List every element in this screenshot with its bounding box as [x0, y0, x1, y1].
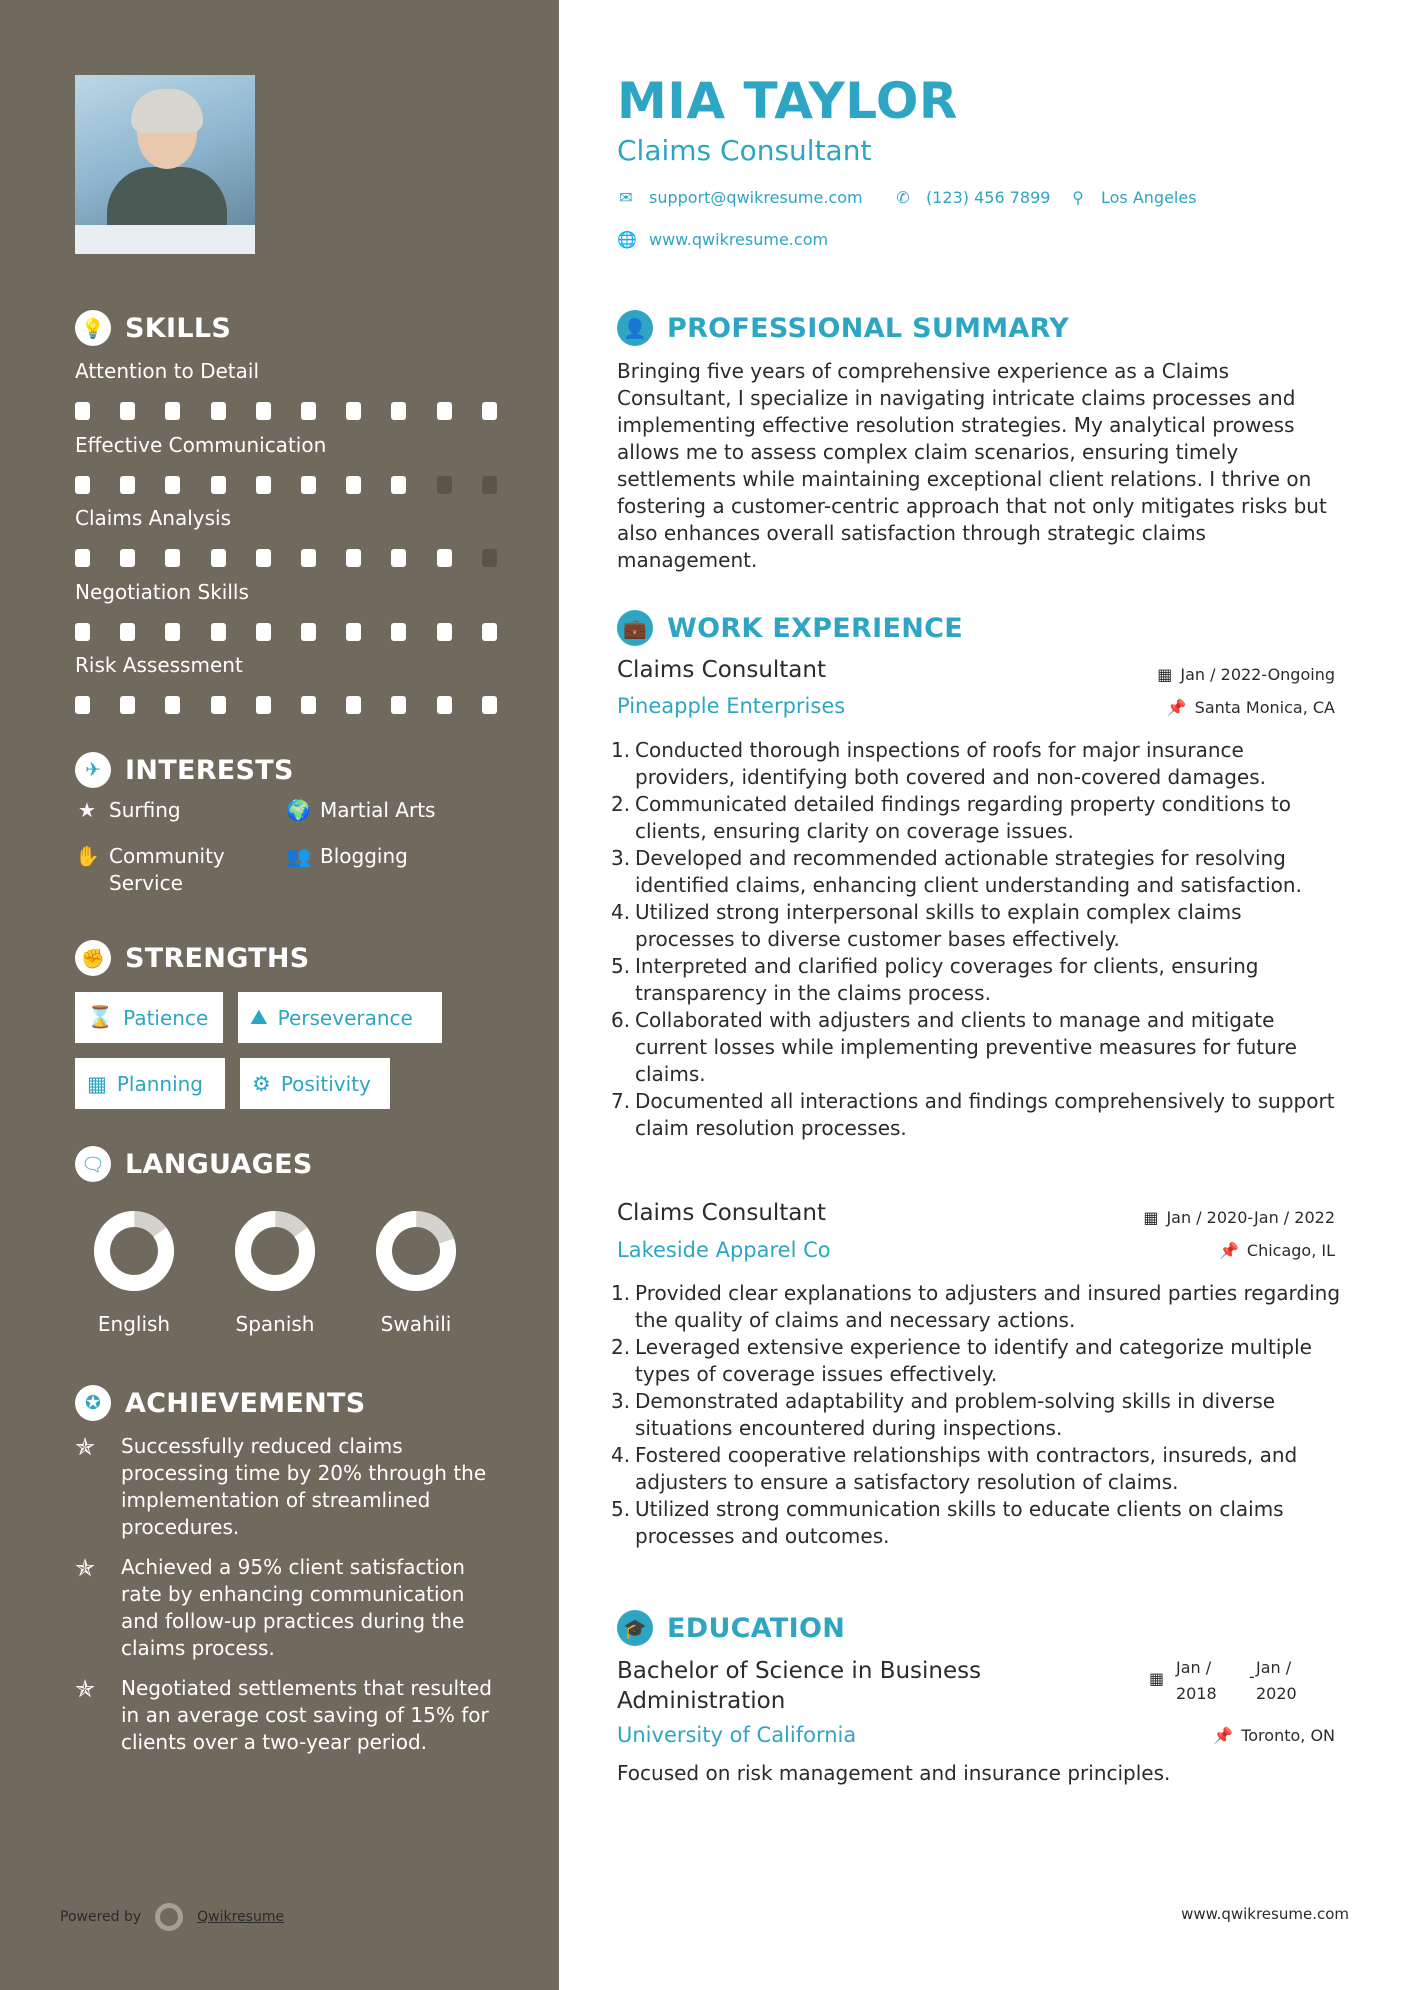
- interest-item-blogging: [286, 843, 408, 870]
- education-date-separator: -: [1249, 1667, 1255, 1686]
- skill-name: Effective Communication: [75, 432, 327, 457]
- list-item: [611, 1496, 1347, 1550]
- skill-rating-dot: [391, 549, 406, 567]
- skill-rating-dot: [301, 549, 316, 567]
- skill-name: Negotiation Skills: [75, 579, 249, 604]
- achievement-text: Achieved a 95% client satisfaction rate by enhancing communication and follow-up practices during the claims process.: [121, 1555, 465, 1660]
- skill-rating-dot: [437, 549, 452, 567]
- language-level-ring: [91, 1208, 177, 1294]
- list-item: [611, 1334, 1347, 1388]
- skill-rating-dot: [437, 623, 452, 641]
- interest-label: Community Service: [109, 844, 225, 895]
- strengths-heading: [75, 940, 310, 976]
- list-number: 3.: [611, 1389, 631, 1413]
- skill-name: Attention to Detail: [75, 359, 260, 383]
- job-title: Claims Consultant: [617, 1200, 826, 1226]
- phone-text: (123) 456 7899: [926, 188, 1051, 207]
- list-item-text: Utilized strong communication skills to educate clients on claims processes and outcomes.: [635, 1497, 1284, 1548]
- list-item-text: Fostered cooperative relationships with contractors, insureds, and adjusters to ensure a satisfactory resolution of claims.: [635, 1443, 1298, 1494]
- fist-icon: ✊: [75, 940, 111, 976]
- skill-rating-dot: [256, 623, 271, 641]
- language-level-ring: [373, 1208, 459, 1294]
- graduate-icon: 🎓: [617, 1610, 653, 1646]
- skill-rating-dot: [482, 549, 497, 567]
- skill-rating-dot: [165, 476, 180, 494]
- skill-rating-dot: [346, 549, 361, 567]
- job-dates: [1143, 1208, 1335, 1227]
- interest-label: Surfing: [109, 798, 181, 822]
- list-item-text: Utilized strong interpersonal skills to explain complex claims processes to diverse customer bases effectively.: [635, 900, 1242, 951]
- skill-rating-dot: [165, 696, 180, 714]
- skill-rating-dot: [75, 402, 90, 420]
- hand-icon: ✋: [75, 844, 100, 868]
- skills-title: SKILLS: [125, 312, 232, 344]
- list-item-text: Provided clear explanations to adjusters and insured parties regarding the quality of claims and necessary actions.: [635, 1281, 1341, 1332]
- job-bullets: [611, 1280, 1347, 1550]
- list-item: [611, 1442, 1347, 1496]
- skill-name: Risk Assessment: [75, 653, 243, 677]
- users-icon: 👥: [286, 844, 311, 868]
- education-description: Focused on risk management and insurance principles.: [617, 1761, 1171, 1785]
- job-dates: [1157, 665, 1335, 684]
- summary-title: PROFESSIONAL SUMMARY: [667, 312, 1070, 344]
- skill-rating-dot: [346, 402, 361, 420]
- interest-item-community-service: [75, 843, 265, 897]
- user-icon: 👤: [617, 310, 653, 346]
- skill-rating-dot: [301, 623, 316, 641]
- gear-icon: ⚙: [252, 1071, 271, 1096]
- skill-rating-dot: [211, 623, 226, 641]
- pin-icon: 📌: [1166, 698, 1187, 717]
- language-item: [366, 1208, 466, 1336]
- globe-icon: 🌍: [286, 798, 311, 822]
- language-name: Swahili: [380, 1312, 452, 1336]
- language-name: Spanish: [235, 1312, 315, 1336]
- skill-rating-dot: [301, 476, 316, 494]
- language-level-ring: [232, 1208, 318, 1294]
- calendar-icon: ▦: [1143, 1208, 1159, 1227]
- achievements-title: ACHIEVEMENTS: [125, 1387, 366, 1419]
- education-end-date: Jan / 2020: [1256, 1658, 1297, 1703]
- achievement-item: [75, 1433, 505, 1541]
- skill-rating-dot: [346, 696, 361, 714]
- candidate-role: Claims Consultant: [617, 134, 872, 167]
- education-start-date: Jan / 2018: [1176, 1658, 1217, 1703]
- list-item: [611, 845, 1347, 899]
- language-item: [84, 1208, 184, 1336]
- job-company: Pineapple Enterprises: [617, 694, 846, 718]
- list-item: [611, 737, 1347, 791]
- skill-rating: [75, 402, 505, 422]
- list-item-text: Developed and recommended actionable strategies for resolving identified claims, enhancing client understanding and satisfaction.: [635, 846, 1302, 897]
- job-company: Lakeside Apparel Co: [617, 1238, 831, 1262]
- list-item-text: Collaborated with adjusters and clients to manage and mitigate current losses while implementing preventive measures for future claims.: [635, 1008, 1297, 1086]
- education-title: EDUCATION: [667, 1612, 846, 1644]
- skill-rating-dot: [391, 623, 406, 641]
- skill-rating-dot: [211, 696, 226, 714]
- list-number: 5.: [611, 954, 631, 978]
- skill-rating-dot: [165, 549, 180, 567]
- skill-rating-dot: [256, 476, 271, 494]
- skill-rating-dot: [346, 623, 361, 641]
- list-item-text: Conducted thorough inspections of roofs for major insurance providers, identifying both covered and non-covered damages.: [635, 738, 1266, 789]
- achievement-text: Successfully reduced claims processing time by 20% through the implementation of streamlined procedures.: [121, 1434, 487, 1539]
- sidebar: [0, 0, 559, 1990]
- skill-item: [75, 653, 505, 677]
- list-number: 7.: [611, 1089, 631, 1113]
- languages-heading: [75, 1146, 313, 1182]
- calendar-icon: ▦: [1149, 1669, 1165, 1688]
- skill-rating-dot: [211, 549, 226, 567]
- skill-rating-dot: [120, 696, 135, 714]
- skill-rating-dot: [75, 476, 90, 494]
- list-number: 3.: [611, 846, 631, 870]
- award-star-icon: ✪: [75, 1385, 111, 1421]
- strength-perseverance: [238, 992, 442, 1043]
- strength-label: Perseverance: [277, 1005, 413, 1030]
- education-school: University of California: [617, 1723, 857, 1747]
- skill-rating: [75, 696, 505, 716]
- skill-rating-dot: [256, 549, 271, 567]
- pin-icon: 📌: [1213, 1726, 1234, 1745]
- list-number: 5.: [611, 1497, 631, 1521]
- skill-rating-dot: [75, 623, 90, 641]
- skill-rating: [75, 549, 505, 569]
- language-card-icon: 🗨: [75, 1146, 111, 1182]
- interest-label: Martial Arts: [320, 798, 436, 822]
- website-text: www.qwikresume.com: [649, 230, 829, 249]
- list-number: 4.: [611, 900, 631, 924]
- list-item: [611, 1007, 1347, 1088]
- location-text: Los Angeles: [1101, 188, 1197, 207]
- skill-rating-dot: [482, 696, 497, 714]
- contact-phone[interactable]: [894, 188, 1050, 207]
- candidate-name: MIA TAYLOR: [617, 72, 958, 130]
- strength-positivity: [240, 1058, 390, 1109]
- skill-rating-dot: [391, 476, 406, 494]
- list-number: 1.: [611, 738, 631, 762]
- skill-rating-dot: [120, 402, 135, 420]
- interest-item-martial-arts: [286, 797, 435, 824]
- skill-rating-dot: [437, 696, 452, 714]
- list-item: [611, 1088, 1347, 1142]
- job-dates-text: Jan / 2022-Ongoing: [1180, 665, 1335, 684]
- skill-rating-dot: [437, 476, 452, 494]
- skill-item: [75, 359, 505, 383]
- skill-rating-dot: [256, 402, 271, 420]
- contact-location: [1069, 188, 1197, 207]
- job-location-text: Chicago, IL: [1246, 1241, 1335, 1260]
- skill-rating-dot: [301, 402, 316, 420]
- education-location: [1213, 1726, 1335, 1745]
- list-item: [611, 1388, 1347, 1442]
- email-text: support@qwikresume.com: [649, 188, 863, 207]
- summary-text: Bringing five years of comprehensive experience as a Claims Consultant, I specialize in navigating intricate claims processes and implementing effective resolution strategies. My analytical prowess allows me to assess complex claim scenarios, ensuring timely settlements while maintaining exceptional client relations. I thrive on fostering a customer-centric approach that not only mitigates risks but also enhances overall satisfaction through strategic claims management.: [617, 359, 1327, 572]
- skill-rating-dot: [165, 402, 180, 420]
- job-bullets: [611, 737, 1347, 1142]
- job-dates-text: Jan / 2020-Jan / 2022: [1166, 1208, 1335, 1227]
- interest-item-surfing: [75, 797, 181, 824]
- strength-label: Positivity: [280, 1071, 371, 1096]
- experience-title: WORK EXPERIENCE: [667, 612, 963, 644]
- powered-by-label: Powered by: [60, 1909, 142, 1925]
- contact-website[interactable]: [617, 230, 828, 249]
- list-number: 6.: [611, 1008, 631, 1032]
- list-number: 1.: [611, 1281, 631, 1305]
- skill-rating-dot: [391, 402, 406, 420]
- envelope-icon: ✉: [619, 188, 633, 207]
- paper-plane-icon: ✈: [75, 752, 111, 788]
- skill-rating-dot: [120, 549, 135, 567]
- strength-label: Patience: [123, 1005, 209, 1030]
- powered-by: [60, 1903, 284, 1931]
- skill-rating-dot: [120, 476, 135, 494]
- skill-rating-dot: [256, 696, 271, 714]
- language-name: English: [97, 1312, 171, 1336]
- shooting-star-icon: ✯: [75, 1675, 96, 1703]
- calendar-icon: ▦: [87, 1071, 107, 1096]
- map-pin-icon: ⚲: [1072, 188, 1084, 207]
- skill-rating-dot: [211, 402, 226, 420]
- star-icon: ★: [78, 798, 96, 822]
- list-number: 4.: [611, 1443, 631, 1467]
- strength-label: Planning: [116, 1071, 203, 1096]
- achievement-item: [75, 1675, 505, 1756]
- list-item: [611, 899, 1347, 953]
- skill-item: [75, 580, 505, 604]
- phone-icon: ✆: [896, 188, 910, 207]
- skill-rating: [75, 476, 505, 496]
- skill-name: Claims Analysis: [75, 506, 231, 530]
- achievement-item: [75, 1554, 505, 1662]
- strengths-title: STRENGTHS: [125, 942, 310, 974]
- lightbulb-icon: 💡: [75, 310, 111, 346]
- job-title: Claims Consultant: [617, 657, 826, 683]
- skill-rating-dot: [391, 696, 406, 714]
- shooting-star-icon: ✯: [75, 1554, 96, 1582]
- list-number: 2.: [611, 792, 631, 816]
- skill-rating-dot: [482, 402, 497, 420]
- education-degree: Bachelor of Science in Business Administration: [617, 1658, 982, 1714]
- main-content: [559, 0, 1407, 1990]
- summary-heading: [617, 310, 1069, 346]
- contact-email[interactable]: [617, 188, 863, 207]
- skill-rating-dot: [482, 476, 497, 494]
- list-item: [611, 1280, 1347, 1334]
- education-heading: [617, 1610, 845, 1646]
- job-location: [1219, 1241, 1335, 1260]
- skill-rating-dot: [437, 402, 452, 420]
- list-item-text: Interpreted and clarified policy coverages for clients, ensuring transparency in the claims process.: [635, 954, 1259, 1005]
- skill-rating-dot: [75, 549, 90, 567]
- skill-item: [75, 506, 505, 530]
- briefcase-chair-icon: 💼: [617, 610, 653, 646]
- strength-planning: [75, 1058, 225, 1109]
- footer-url[interactable]: www.qwikresume.com: [1181, 1905, 1349, 1923]
- strength-patience: [75, 992, 223, 1043]
- list-item: [611, 791, 1347, 845]
- qwikresume-link[interactable]: Qwikresume: [197, 1909, 285, 1925]
- interests-title: INTERESTS: [125, 754, 294, 786]
- achievement-text: Negotiated settlements that resulted in an average cost saving of 15% for clients over a two-year period.: [121, 1676, 492, 1754]
- road-icon: ⛰: [250, 1005, 268, 1029]
- pin-icon: 📌: [1218, 1241, 1239, 1260]
- list-item-text: Documented all interactions and findings comprehensively to support claim resolution processes.: [635, 1089, 1335, 1140]
- languages-title: LANGUAGES: [125, 1148, 313, 1180]
- job-location-text: Santa Monica, CA: [1194, 698, 1335, 717]
- skill-rating-dot: [301, 696, 316, 714]
- list-item: [611, 953, 1347, 1007]
- skill-rating-dot: [482, 623, 497, 641]
- skills-heading: [75, 310, 231, 346]
- interest-label: Blogging: [320, 844, 408, 868]
- skill-rating-dot: [165, 623, 180, 641]
- calendar-icon: ▦: [1157, 665, 1173, 684]
- skill-rating-dot: [211, 476, 226, 494]
- experience-heading: [617, 610, 963, 646]
- achievements-heading: [75, 1385, 366, 1421]
- qwikresume-logo-icon: [155, 1903, 183, 1931]
- hourglass-icon: ⌛: [87, 1005, 114, 1029]
- shooting-star-icon: ✯: [75, 1433, 96, 1461]
- skill-rating-dot: [120, 623, 135, 641]
- interests-heading: [75, 752, 294, 788]
- list-item-text: Communicated detailed findings regarding property conditions to clients, ensuring clarity on coverage issues.: [635, 792, 1291, 843]
- skill-rating-dot: [346, 476, 361, 494]
- profile-photo: [75, 75, 255, 254]
- list-item-text: Demonstrated adaptability and problem-solving skills in diverse situations encountered during inspections.: [635, 1389, 1276, 1440]
- list-number: 2.: [611, 1335, 631, 1359]
- education-location-text: Toronto, ON: [1241, 1726, 1335, 1745]
- skill-item: [75, 433, 505, 457]
- skill-rating-dot: [75, 696, 90, 714]
- globe-icon: 🌐: [617, 230, 637, 249]
- list-item-text: Leveraged extensive experience to identify and categorize multiple types of coverage issues effectively.: [635, 1335, 1312, 1386]
- job-location: [1167, 698, 1335, 717]
- language-item: [225, 1208, 325, 1336]
- skill-rating: [75, 623, 505, 643]
